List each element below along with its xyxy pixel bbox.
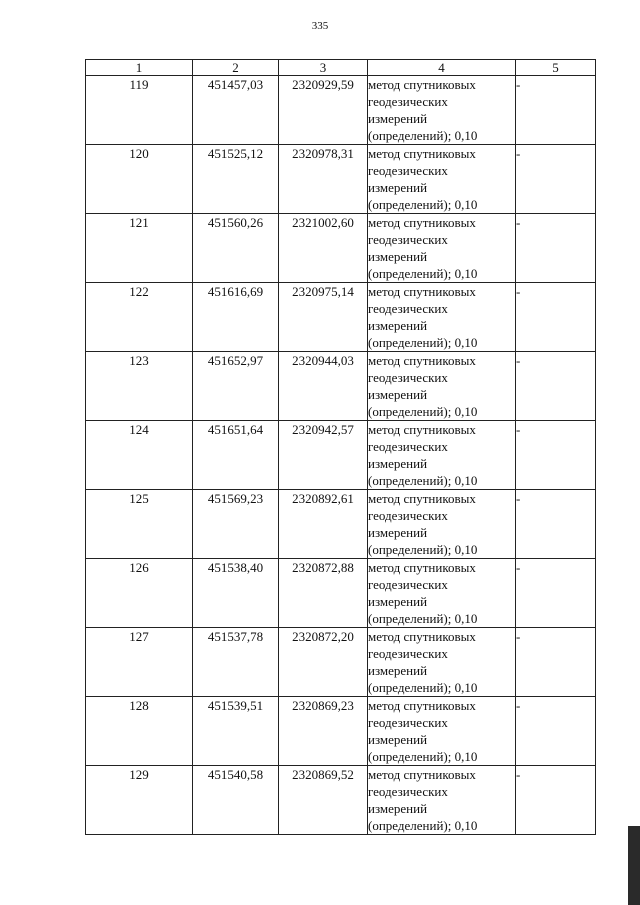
method-line: метод спутниковых — [368, 146, 476, 161]
point-number-cell: 125 — [86, 490, 193, 559]
method-line: метод спутниковых — [368, 767, 476, 782]
x-coordinate-cell: 451651,64 — [193, 421, 279, 490]
point-number-cell: 121 — [86, 214, 193, 283]
method-line: (определений); 0,10 — [368, 542, 478, 557]
method-line: измерений — [368, 387, 428, 402]
x-coordinate-cell: 451537,78 — [193, 628, 279, 697]
method-line: измерений — [368, 180, 428, 195]
point-number-cell: 128 — [86, 697, 193, 766]
column-header-4: 4 — [368, 60, 516, 76]
method-cell — [368, 766, 516, 835]
note-cell: - — [516, 559, 596, 628]
note-cell: - — [516, 490, 596, 559]
y-coordinate-cell: 2320929,59 — [279, 76, 368, 145]
y-coordinate-cell: 2320872,88 — [279, 559, 368, 628]
method-line: (определений); 0,10 — [368, 128, 478, 143]
method-cell — [368, 628, 516, 697]
y-coordinate-cell: 2320869,23 — [279, 697, 368, 766]
method-line: измерений — [368, 663, 428, 678]
method-line: (определений); 0,10 — [368, 197, 478, 212]
method-line: измерений — [368, 249, 428, 264]
table-row — [86, 76, 596, 145]
method-line: измерений — [368, 801, 428, 816]
table-row — [86, 421, 596, 490]
y-coordinate-cell: 2320975,14 — [279, 283, 368, 352]
method-line: геодезических — [368, 577, 448, 592]
method-line: (определений); 0,10 — [368, 611, 478, 626]
table-row — [86, 697, 596, 766]
point-number-cell: 126 — [86, 559, 193, 628]
table-row — [86, 766, 596, 835]
method-line: геодезических — [368, 439, 448, 454]
column-header-5: 5 — [516, 60, 596, 76]
x-coordinate-cell: 451616,69 — [193, 283, 279, 352]
column-header-1: 1 — [86, 60, 193, 76]
method-line: измерений — [368, 111, 428, 126]
method-line: (определений); 0,10 — [368, 680, 478, 695]
column-header-3: 3 — [279, 60, 368, 76]
method-line: метод спутниковых — [368, 77, 476, 92]
method-line: измерений — [368, 594, 428, 609]
y-coordinate-cell: 2320869,52 — [279, 766, 368, 835]
x-coordinate-cell: 451560,26 — [193, 214, 279, 283]
method-line: метод спутниковых — [368, 629, 476, 644]
table-row — [86, 352, 596, 421]
point-number-cell: 127 — [86, 628, 193, 697]
note-cell: - — [516, 283, 596, 352]
table-header-row — [86, 60, 596, 76]
note-cell: - — [516, 697, 596, 766]
x-coordinate-cell: 451652,97 — [193, 352, 279, 421]
method-line: геодезических — [368, 508, 448, 523]
method-line: геодезических — [368, 784, 448, 799]
method-line: (определений); 0,10 — [368, 473, 478, 488]
point-number-cell: 129 — [86, 766, 193, 835]
method-line: (определений); 0,10 — [368, 818, 478, 833]
x-coordinate-cell: 451539,51 — [193, 697, 279, 766]
y-coordinate-cell: 2320942,57 — [279, 421, 368, 490]
point-number-cell: 123 — [86, 352, 193, 421]
method-line: метод спутниковых — [368, 353, 476, 368]
x-coordinate-cell: 451540,58 — [193, 766, 279, 835]
method-line: метод спутниковых — [368, 560, 476, 575]
y-coordinate-cell: 2320892,61 — [279, 490, 368, 559]
method-cell — [368, 559, 516, 628]
point-number-cell: 120 — [86, 145, 193, 214]
method-line: измерений — [368, 525, 428, 540]
method-line: геодезических — [368, 646, 448, 661]
point-number-cell: 124 — [86, 421, 193, 490]
method-cell — [368, 352, 516, 421]
method-line: геодезических — [368, 715, 448, 730]
table-row — [86, 214, 596, 283]
y-coordinate-cell: 2320978,31 — [279, 145, 368, 214]
table-row — [86, 628, 596, 697]
method-cell — [368, 283, 516, 352]
method-line: метод спутниковых — [368, 284, 476, 299]
method-line: геодезических — [368, 163, 448, 178]
page-number: 335 — [311, 20, 329, 32]
note-cell: - — [516, 145, 596, 214]
method-line: измерений — [368, 318, 428, 333]
note-cell: - — [516, 628, 596, 697]
method-cell — [368, 421, 516, 490]
method-line: измерений — [368, 732, 428, 747]
table-row — [86, 145, 596, 214]
method-line: метод спутниковых — [368, 698, 476, 713]
note-cell: - — [516, 352, 596, 421]
method-cell — [368, 490, 516, 559]
x-coordinate-cell: 451538,40 — [193, 559, 279, 628]
method-line: метод спутниковых — [368, 422, 476, 437]
method-line: (определений); 0,10 — [368, 749, 478, 764]
method-line: геодезических — [368, 301, 448, 316]
method-cell — [368, 697, 516, 766]
table-row — [86, 283, 596, 352]
x-coordinate-cell: 451457,03 — [193, 76, 279, 145]
method-cell — [368, 214, 516, 283]
method-line: геодезических — [368, 232, 448, 247]
note-cell: - — [516, 766, 596, 835]
column-header-2: 2 — [193, 60, 279, 76]
y-coordinate-cell: 2320872,20 — [279, 628, 368, 697]
method-line: (определений); 0,10 — [368, 266, 478, 281]
method-line: (определений); 0,10 — [368, 335, 478, 350]
method-line: измерений — [368, 456, 428, 471]
y-coordinate-cell: 2321002,60 — [279, 214, 368, 283]
method-cell — [368, 76, 516, 145]
x-coordinate-cell: 451569,23 — [193, 490, 279, 559]
method-cell — [368, 145, 516, 214]
point-number-cell: 119 — [86, 76, 193, 145]
x-coordinate-cell: 451525,12 — [193, 145, 279, 214]
note-cell: - — [516, 421, 596, 490]
y-coordinate-cell: 2320944,03 — [279, 352, 368, 421]
table-row — [86, 559, 596, 628]
note-cell: - — [516, 214, 596, 283]
method-line: метод спутниковых — [368, 215, 476, 230]
scan-edge-mark — [628, 826, 640, 905]
method-line: (определений); 0,10 — [368, 404, 478, 419]
table-row — [86, 490, 596, 559]
point-number-cell: 122 — [86, 283, 193, 352]
note-cell: - — [516, 76, 596, 145]
method-line: метод спутниковых — [368, 491, 476, 506]
method-line: геодезических — [368, 370, 448, 385]
table-body — [86, 76, 596, 835]
coordinates-table — [85, 59, 596, 835]
method-line: геодезических — [368, 94, 448, 109]
